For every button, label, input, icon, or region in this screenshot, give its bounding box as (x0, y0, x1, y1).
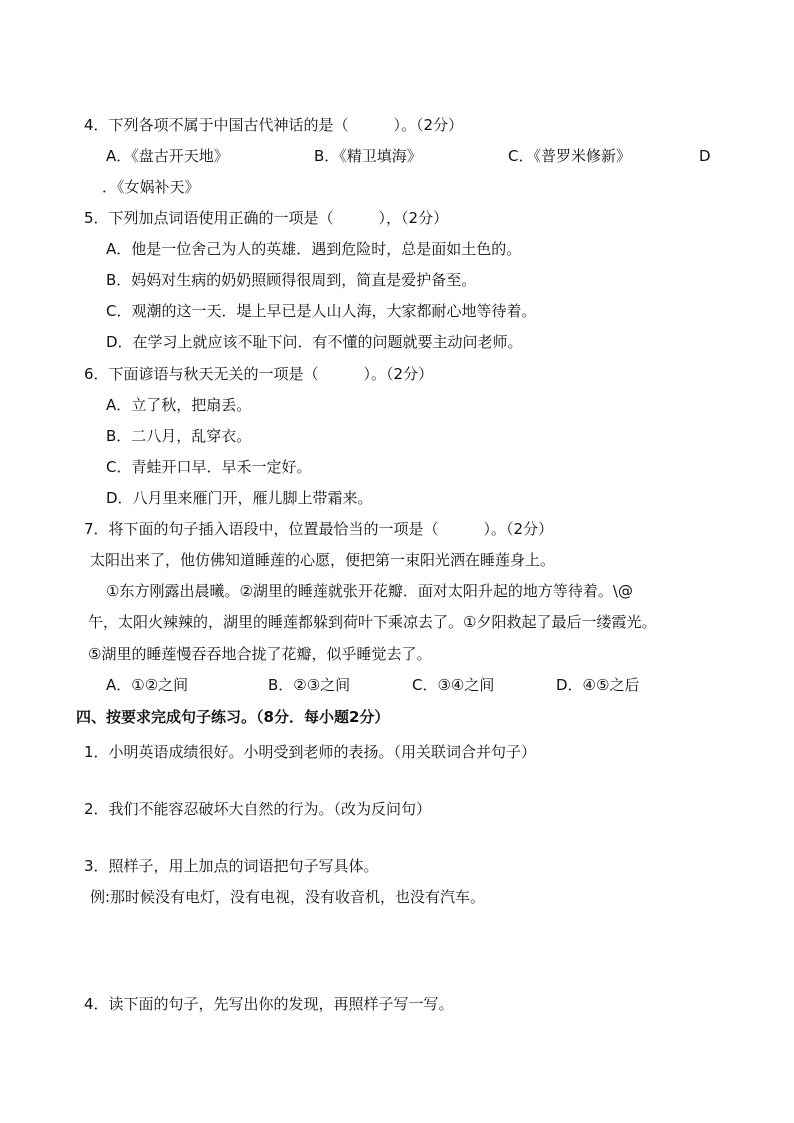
question-6-option-b: B．二八月，乱穿衣。 (106, 427, 252, 445)
question-5-option-a: A．他是一位舍己为人的英雄．遇到危险时，总是面如土色的。 (106, 240, 522, 258)
question-5-option-b: B．妈妈对生病的奶奶照顾得很周到，简直是爱护备至。 (106, 271, 477, 289)
question-5-stem: 5．下列加点词语使用正确的一项是（ ），（2分） (84, 209, 449, 227)
question-6-option-d: D．八月里来雁门开，雁儿脚上带霜来。 (106, 489, 373, 507)
question-5-option-c: C．观潮的这一天．堤上早已是人山人海，大家都耐心地等待着。 (106, 302, 537, 320)
question-7-passage-line-3: ⑤湖里的睡莲慢吞吞地合拢了花瓣，似乎睡觉去了。 (88, 645, 432, 663)
section-4-item-1: 1．小明英语成绩很好。小明受到老师的表扬。（用关联词合并句子） (84, 743, 537, 761)
section-4-heading: 四、按要求完成句子练习。（8分．每小题2分） (76, 708, 390, 726)
section-4-item-3: 3．照样子，用上加点的词语把句子写具体。 (84, 857, 379, 875)
question-5-option-d: D．在学习上就应该不耻下问．有不懂的问题就要主动问老师。 (106, 333, 523, 351)
question-6-stem: 6．下面谚语与秋天无关的一项是（ ）。（2分） (84, 365, 434, 383)
section-4-item-4: 4．读下面的句子，先写出你的发现，再照样子写一写。 (84, 995, 454, 1013)
question-4-option-d: ．《女娲补天》 (102, 178, 200, 196)
question-7-passage-line-2: 午，太阳火辣辣的，湖里的睡莲都躲到荷叶下乘凉去了。①夕阳救起了最后一缕霞光。 (88, 613, 657, 631)
question-7-option-c: C．③④之间 (412, 676, 495, 694)
question-6-option-c: C．青蛙开口早．早禾一定好。 (106, 458, 312, 476)
question-7-insert-sentence: 太阳出来了，他仿佛知道睡莲的心愿，便把第一束阳光洒在睡莲身上。 (90, 551, 556, 569)
question-7-option-d: D．④⑤之后 (556, 676, 640, 694)
question-7-stem: 7．将下面的句子插入语段中，位置最恰当的一项是（ ）。（2分） (84, 520, 554, 538)
question-6-option-a: A．立了秋，把扇丢。 (106, 396, 252, 414)
question-7-passage-line-1: ①东方刚露出晨曦。②湖里的睡莲就张开花瓣．面对太阳升起的地方等待着。\@ (106, 582, 633, 600)
question-4-option-b: B．《精卫填海》 (314, 147, 422, 165)
question-4-option-a: A．《盘古开天地》 (106, 147, 229, 165)
section-4-item-3-example: 例:那时候没有电灯，没有电视，没有收音机，也没有汽车。 (90, 888, 486, 906)
question-4-option-c: C．《普罗米修新》 (508, 147, 631, 165)
question-4-stem: 4．下列各项不属于中国古代神话的是（ ）。（2分） (84, 116, 464, 134)
question-7-option-b: B．②③之间 (268, 676, 351, 694)
question-7-option-a: A．①②之间 (106, 676, 189, 694)
question-4-option-d-letter: D (699, 147, 711, 165)
section-4-item-2: 2．我们不能容忍破坏大自然的行为。（改为反问句） (84, 800, 432, 818)
